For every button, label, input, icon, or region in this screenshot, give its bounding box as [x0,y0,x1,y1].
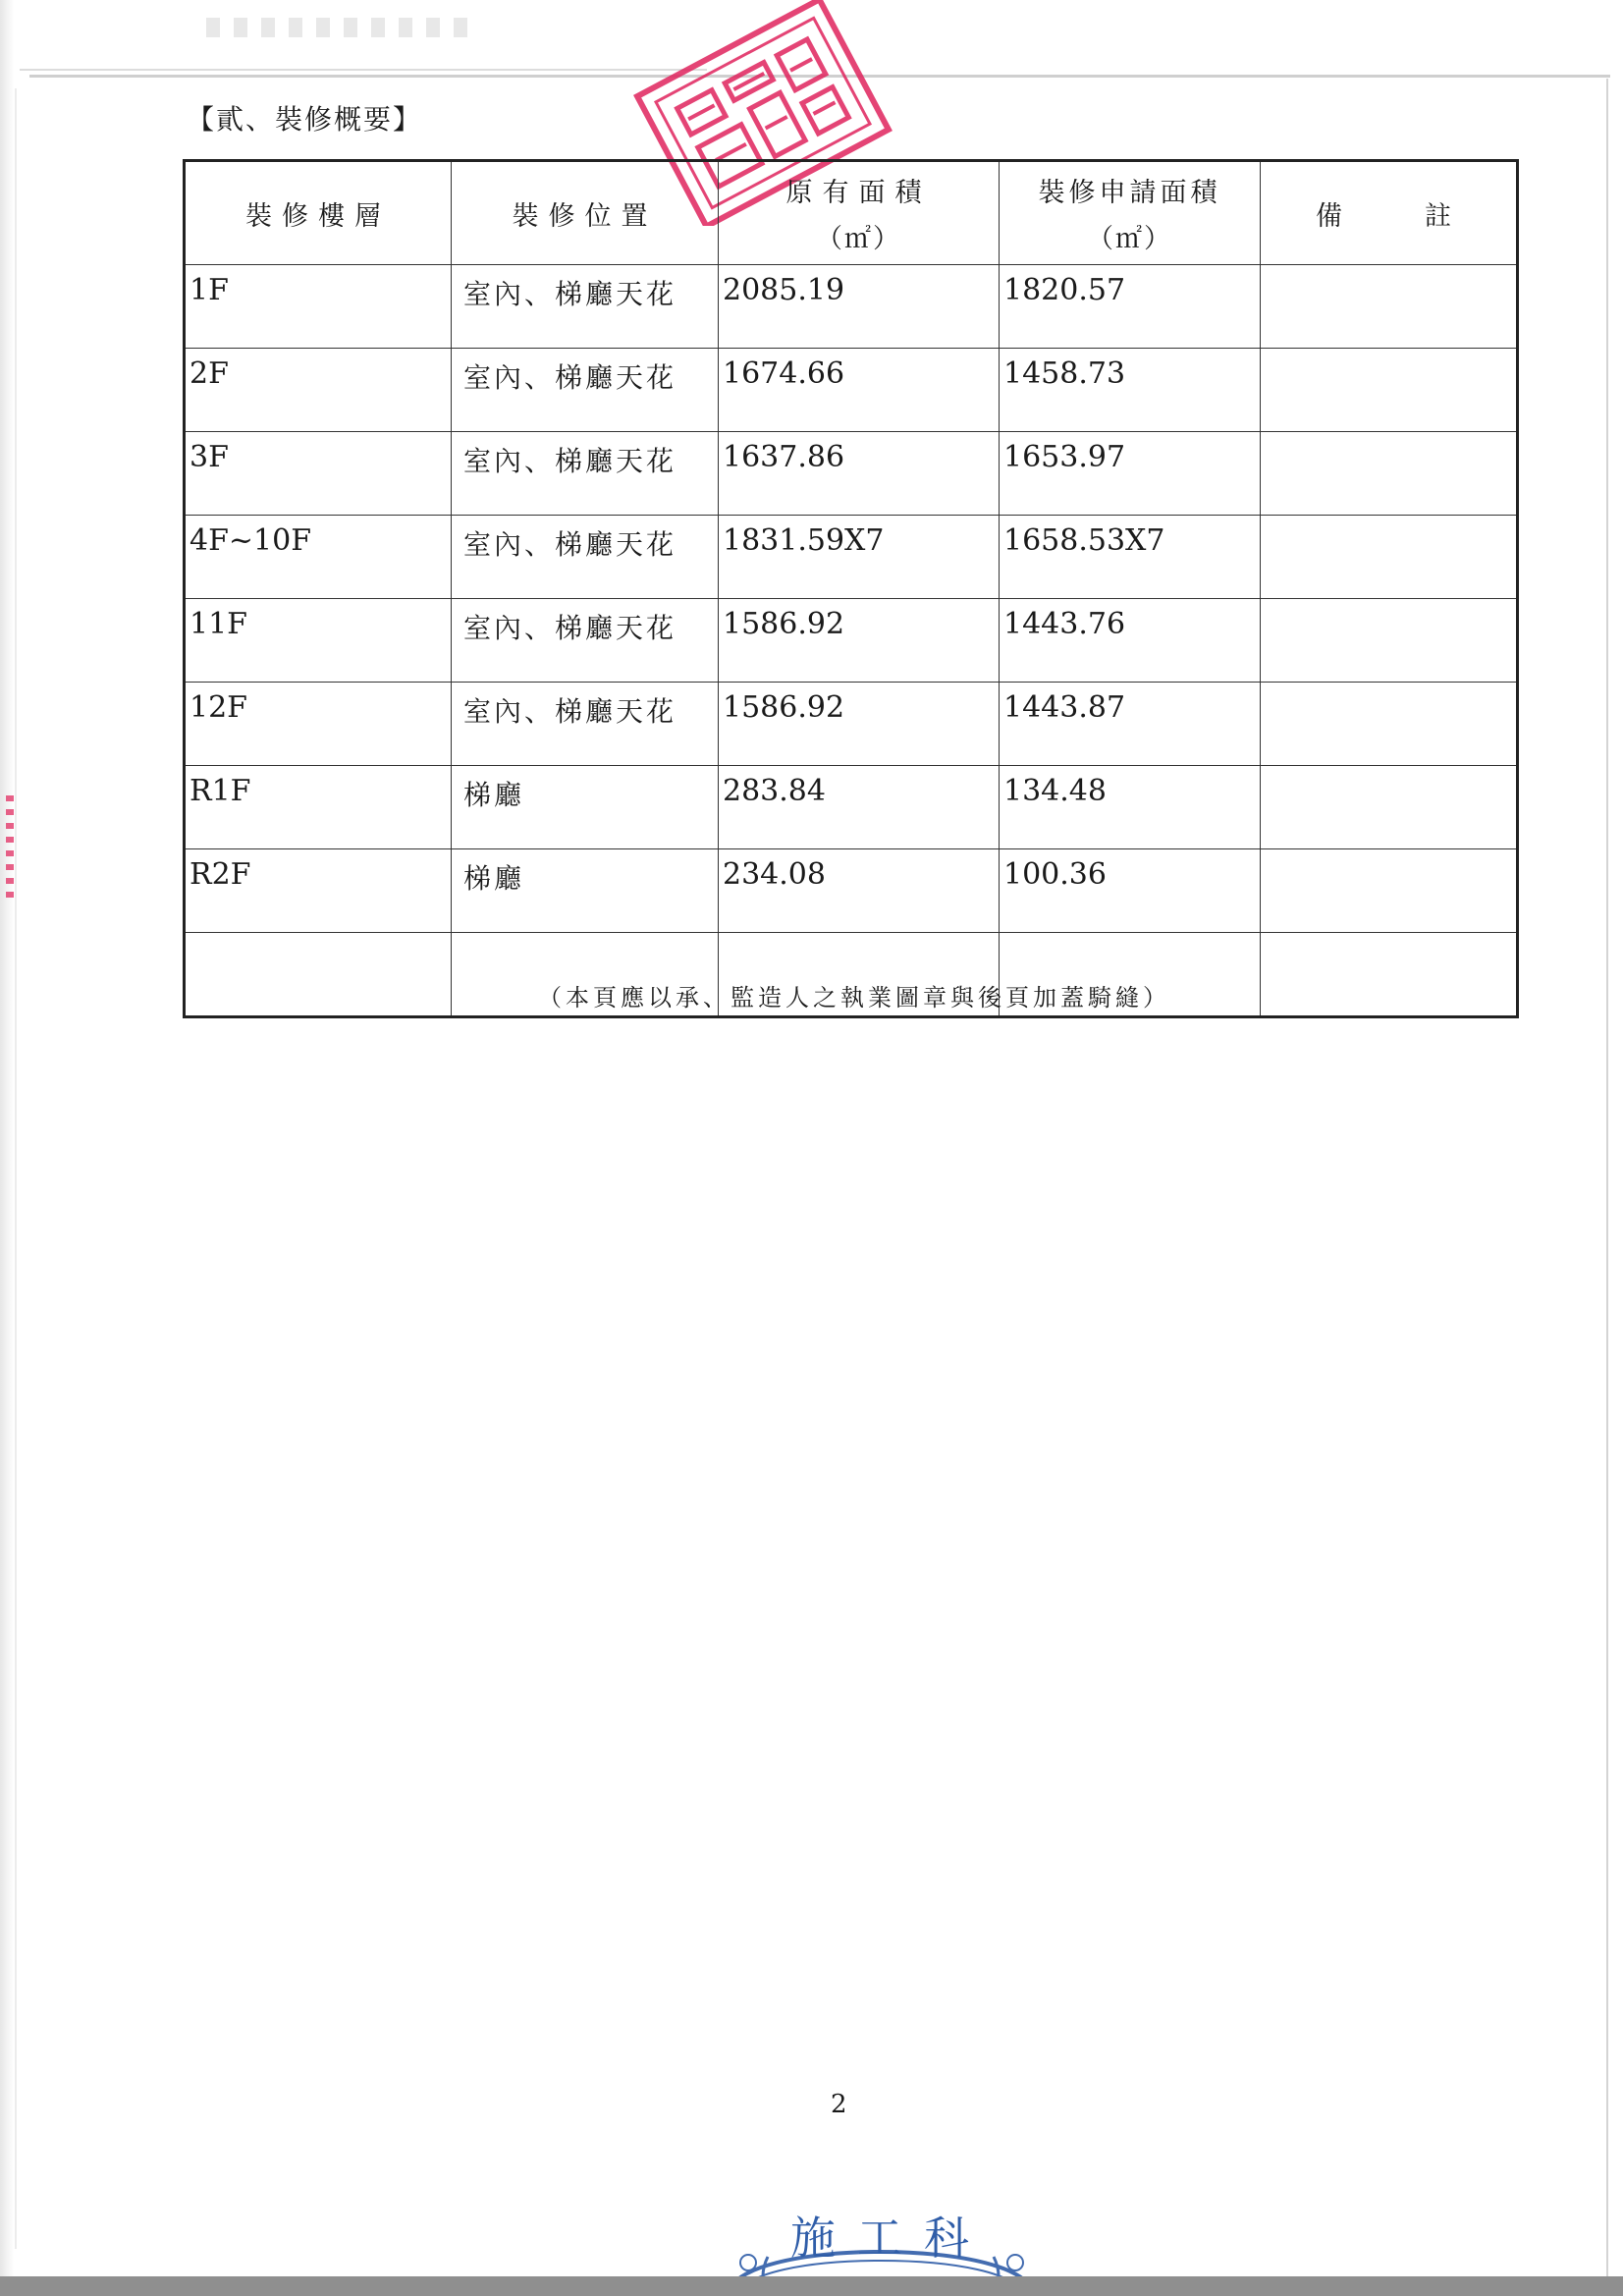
table-header-row [185,161,1518,265]
cell-floor: R1F [185,766,452,849]
header-floor: 裝修樓層 [185,161,452,265]
header-applied-area-unit: （㎡） [1087,224,1172,254]
table-row [185,599,1518,683]
cell-remark [1261,516,1518,599]
cell-applied-area: 1458.73 [1000,349,1261,432]
cell-remark [1261,933,1518,1017]
cell-floor: R2F [185,849,452,933]
cell-applied-area: 1820.57 [1000,265,1261,349]
cell-applied-area: 100.36 [1000,849,1261,933]
table-row [185,766,1518,849]
cell-original-area: 1586.92 [719,683,1000,766]
cell-location: 室內、梯廳天花 [452,683,719,766]
header-location: 裝修位置 [452,161,719,265]
cell-floor: 3F [185,432,452,516]
cell-location: 室內、梯廳天花 [452,432,719,516]
cell-original-area: 1674.66 [719,349,1000,432]
cell-location: 梯廳 [452,849,719,933]
cell-original-area: 283.84 [719,766,1000,849]
cell-floor: 4F~10F [185,516,452,599]
renovation-summary-table [183,159,1519,1018]
cell-floor [185,933,452,1017]
header-original-area-label: 原有面積 [785,178,932,208]
scan-bottom-band [0,2276,1623,2296]
cell-original-area: 2085.19 [719,265,1000,349]
header-applied-area [1000,161,1261,265]
cell-remark [1261,349,1518,432]
header-remark: 備 註 [1261,161,1518,265]
table-row [185,849,1518,933]
cell-applied-area: 1443.87 [1000,683,1261,766]
table-row [185,265,1518,349]
cell-original-area: 234.08 [719,849,1000,933]
seal-instruction-footnote: （本頁應以承、監造人之執業圖章與後頁加蓋騎縫） [538,984,1170,1011]
cell-original-area: 1586.92 [719,599,1000,683]
table-row [185,349,1518,432]
cell-location: 室內、梯廳天花 [452,516,719,599]
cell-applied-area: 1658.53X7 [1000,516,1261,599]
header-original-area-unit: （㎡） [816,224,901,254]
cell-remark [1261,432,1518,516]
scan-left-shadow [0,0,14,2296]
cell-remark [1261,599,1518,683]
scan-left-line [15,88,17,2249]
table-row [185,683,1518,766]
cell-remark [1261,766,1518,849]
cell-floor: 12F [185,683,452,766]
cell-location: 室內、梯廳天花 [452,349,719,432]
cell-location: 梯廳 [452,766,719,849]
cell-floor: 11F [185,599,452,683]
scan-top-faint-line [20,69,707,71]
faded-header-text [206,18,471,37]
cell-remark [1261,849,1518,933]
cell-floor: 2F [185,349,452,432]
cell-floor: 1F [185,265,452,349]
section-title: 【貳、裝修概要】 [187,103,423,136]
cell-location: 室內、梯廳天花 [452,599,719,683]
cell-applied-area: 1443.76 [1000,599,1261,683]
cell-original-area: 1831.59X7 [719,516,1000,599]
red-margin-marks [6,795,14,903]
scan-right-line [1606,79,1608,2288]
cell-remark [1261,683,1518,766]
cell-applied-area: 1653.97 [1000,432,1261,516]
cell-applied-area: 134.48 [1000,766,1261,849]
stamp-office-text: 施工科 [790,2212,991,2265]
header-applied-area-label: 裝修申請面積 [1038,178,1221,208]
table-row [185,432,1518,516]
header-original-area [719,161,1000,265]
cell-location: 室內、梯廳天花 [452,265,719,349]
cell-remark [1261,265,1518,349]
page-number: 2 [831,2090,847,2119]
cell-original-area: 1637.86 [719,432,1000,516]
table-row [185,516,1518,599]
